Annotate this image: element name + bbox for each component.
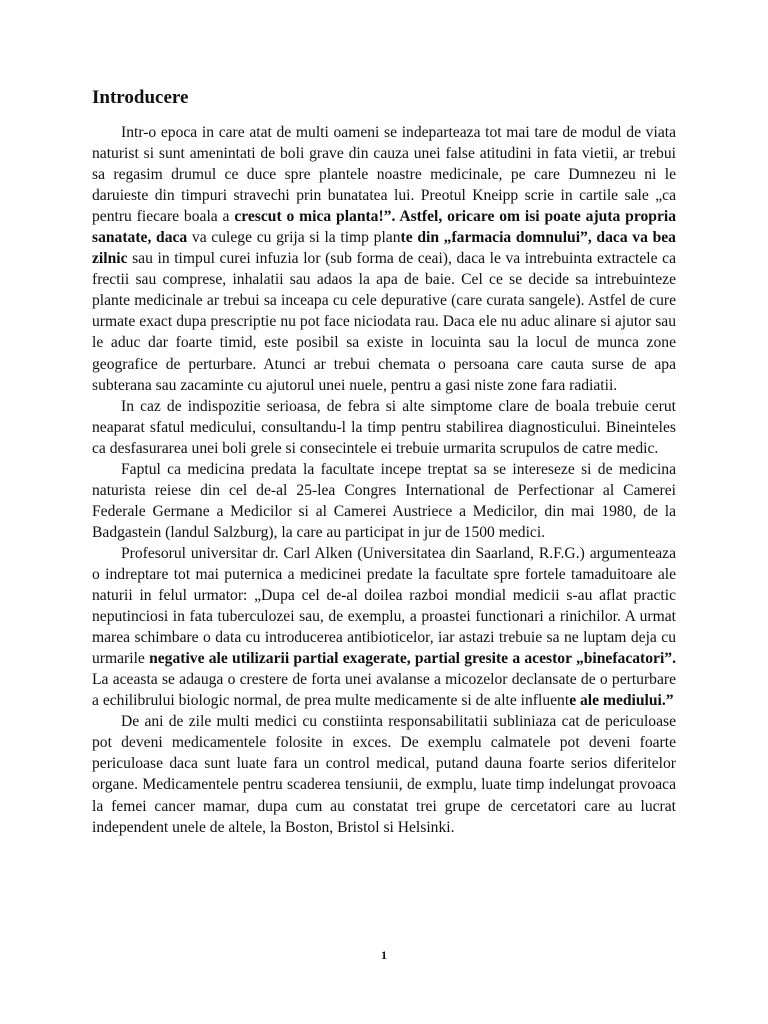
paragraph-1-text-c: va culege cu grija si la timp plan [187, 229, 401, 247]
paragraph-3-text: Faptul ca medicina predata la facultate incepe treptat sa se intereseze si de medicina naturista reiese din cel de-al 25-lea Congres International de Perfectionar al Camerei Federale Germane a Medicilor si al Camerei Austriece a Medicilor, din mai 1980, de la Badgastein (landul Salzburg), la care au participat in jur de 1500 medici. [92, 460, 676, 541]
paragraph-4 [92, 543, 676, 711]
paragraph-4-bold-b: negative ale utilizarii partial exagerate, partial gresite a acestor „binefacatori”. [149, 650, 676, 668]
paragraph-5-text: De ani de zile multi medici cu constiinta responsabilitatii subliniaza cat de periculoase pot deveni medicamentele folosite in exces. De exemplu calmatele pot deveni foarte periculoase daca sunt luate fara un control medical, putand dauna foarte serios diferitelor organe. Medicamentele pentru scaderea tensiunii, de exmplu, luate timp indelungat provoaca la femei cancer mamar, dupa cum au constatat trei grupe de cercetatori care au lucrat independent unele de altele, la Boston, Bristol si Helsinki. [92, 713, 676, 836]
paragraph-4-text-a: Profesorul universitar dr. Carl Alken (Universitatea din Saarland, R.F.G.) argumenteaza o indreptare tot mai puternica a medicinei predate la facultate spre fortele tamaduitoare ale naturii in felul urmator: „Dupa cel de-al doilea razboi mondial medicii s-au aflat practic neputinciosi in fata tuberculozei sau, de exemplu, a proastei functionari a rinichilor. A urmat marea schimbare o data cu introducerea antibioticelor, iar astazi trebuie sa ne luptam deja cu urmarile [92, 544, 676, 668]
paragraph-1-text-e: sau in timpul curei infuzia lor (sub forma de ceai), daca le va intrebuinta extractele ca frectii sau comprese, inhalatii sau adaos la apa de baie. Cel ce se decide sa intrebuinteze plante medicinale ar trebui sa inceapa cu cele depurative (care curata sangele). Astfel de cure urmate exact dupa prescriptie nu pot face niciodata rau. Daca ele nu aduc alinare si ajutor sau le aduc dar foarte timid, este posibil sa existe in locuinta sau la locul de munca zone geografice de perturbare. Atunci ar trebui chemata o persoana care cauta surse de apa subterana sau zacaminte cu ajutorul unei nuele, pentru a gasi niste zone fara radiatii. [92, 250, 676, 394]
document-page [92, 86, 676, 838]
paragraph-5 [92, 711, 676, 837]
page-title: Introducere [92, 87, 189, 108]
paragraph-1-text-a: Intr-o epoca in care atat de multi oameni se indeparteaza tot mai tare de modul de viata naturist si sunt amenintati de boli grave din cauza unei false atitudini in fata vietii, ar trebui sa regasim drumul ce duce spre plantele noastre medicinale, pe care Dumnezeu ni le daruieste din timpuri stravechi prin bunatatea lui. Preotul Kneipp scrie in cartile sale „ca pentru fiecare boala a [92, 124, 676, 226]
paragraph-1-bold-b: crescut o mica planta!”. Astfel, oricare om isi poate ajuta propria sanatate, daca [92, 208, 676, 247]
paragraph-2 [92, 396, 676, 459]
page-number: 1 [381, 948, 387, 962]
paragraph-4-bold-d: e ale mediului.” [569, 692, 674, 710]
paragraph-1 [92, 122, 676, 396]
paragraph-3 [92, 459, 676, 543]
paragraph-1-bold-d: te din „farmacia domnului”, daca va bea zilnic [92, 229, 676, 268]
paragraph-4-text-c: La aceasta se adauga o crestere de forta unei avalanse a micozelor declansate de o perturbare a echilibrului biologic normal, de prea multe medicamente si de alte influent [92, 671, 676, 710]
paragraph-2-text: In caz de indispozitie serioasa, de febra si alte simptome clare de boala trebuie cerut neaparat sfatul medicului, consultandu-l la timp pentru stabilirea diagnosticului. Bineinteles ca desfasurarea unei boli grele si consecintele ei trebuie urmarita scrupulos de catre medic. [92, 397, 676, 457]
